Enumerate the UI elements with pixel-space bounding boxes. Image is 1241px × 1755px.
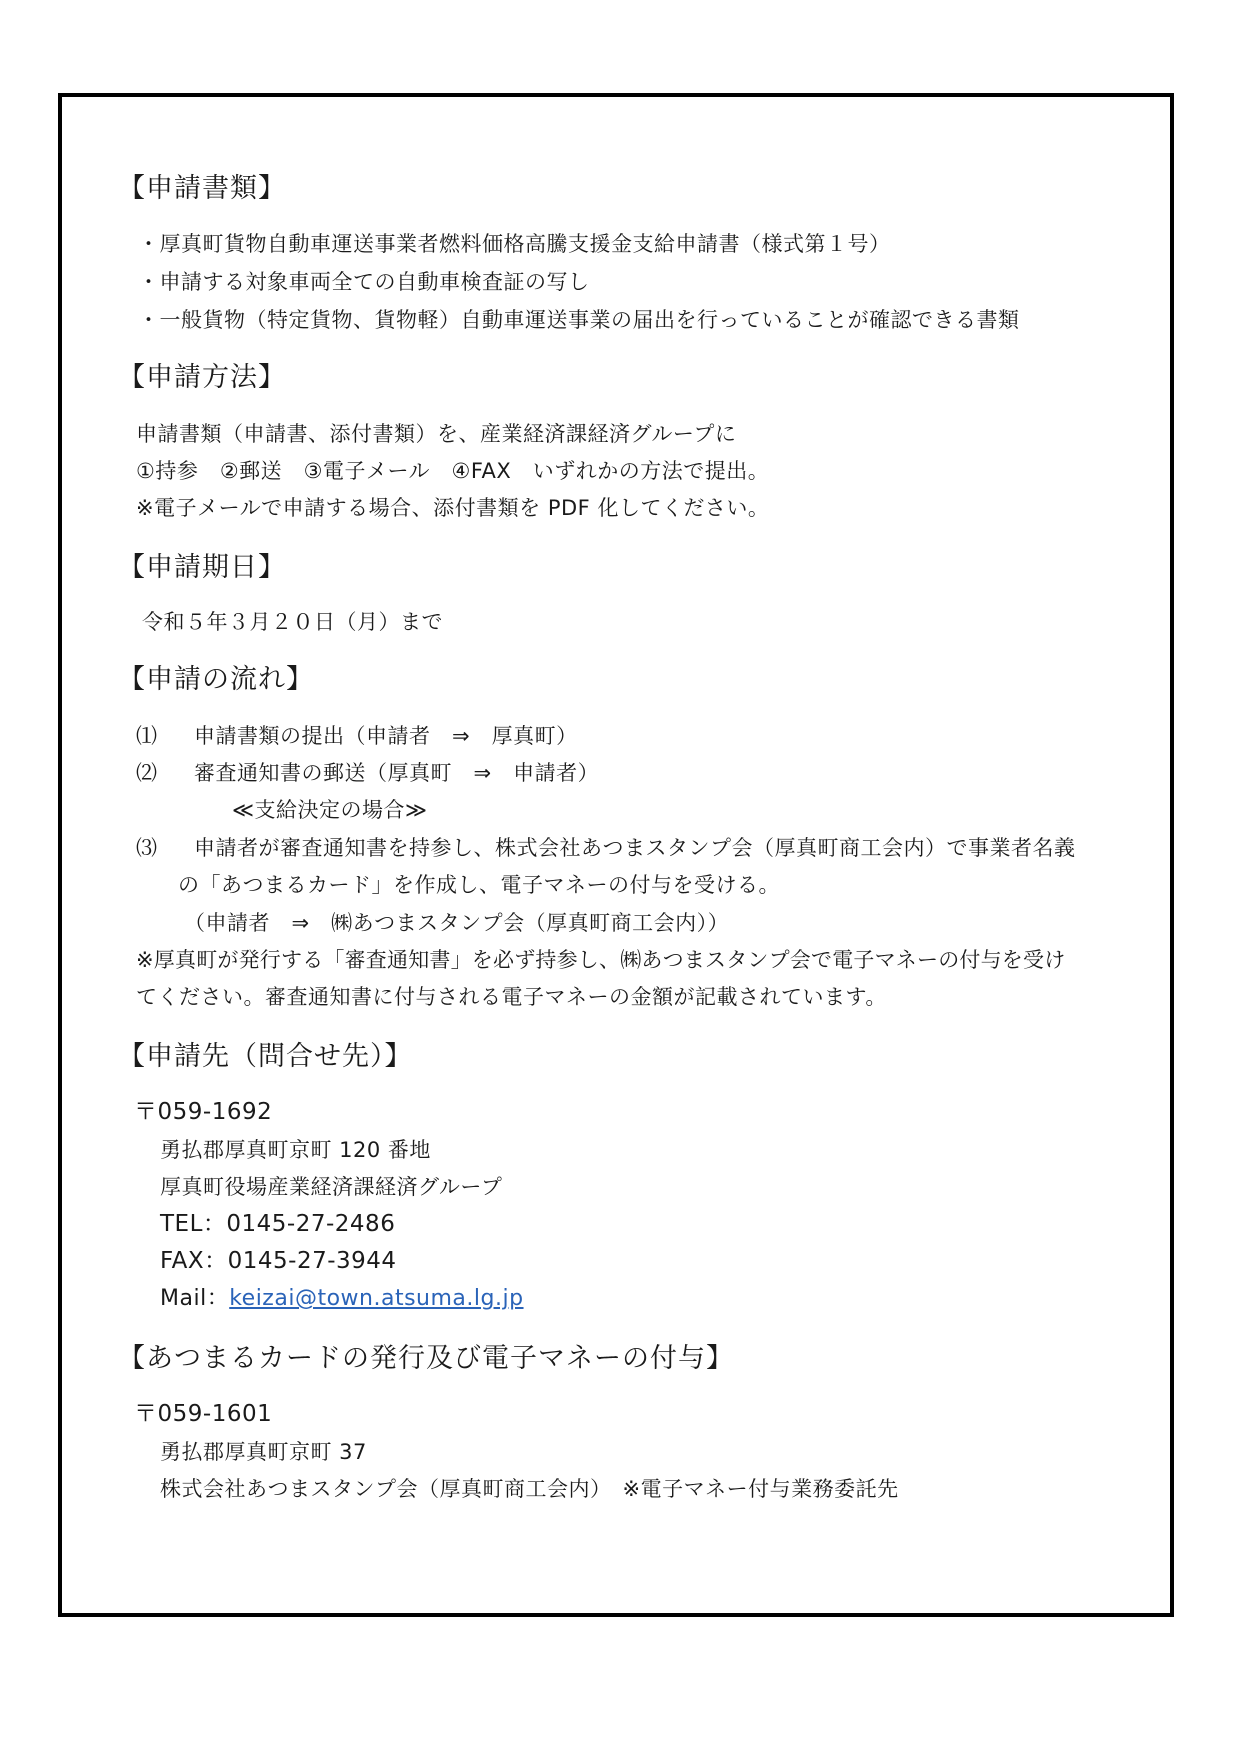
contact-mail-link[interactable]: keizai@town.atsuma.lg.jp: [229, 1286, 524, 1311]
flow-step3-continuation: の「あつまるカード」を作成し、電子マネーの付与を受ける。: [178, 873, 780, 897]
card-postal-code: 〒059-1601: [134, 1401, 273, 1427]
card-organization: 株式会社あつまスタンプ会（厚真町商工会内） ※電子マネー付与業務委託先: [160, 1477, 899, 1501]
flow-step2-number: ⑵: [136, 761, 158, 785]
method-line-3: ※電子メールで申請する場合、添付書類を PDF 化してください。: [136, 496, 770, 520]
flow-step2-note: ≪支給決定の場合≫: [232, 798, 428, 822]
method-heading: 【申請方法】: [118, 362, 286, 393]
contact-address: 勇払郡厚真町京町 120 番地: [160, 1138, 431, 1162]
flow-heading: 【申請の流れ】: [118, 664, 314, 695]
flow-step1-text: 申請書類の提出（申請者 ⇒ 厚真町）: [194, 724, 578, 748]
flow-note-line-2: てください。審査通知書に付与される電子マネーの金額が記載されています。: [136, 985, 887, 1009]
contact-fax: FAX：0145-27-3944: [160, 1248, 397, 1274]
method-line-1: 申請書類（申請書、添付書類）を、産業経済課経済グループに: [136, 422, 737, 446]
method-line-2: ①持参 ②郵送 ③電子メール ④FAX いずれかの方法で提出。: [136, 459, 770, 483]
contact-postal-code: 〒059-1692: [134, 1099, 273, 1125]
documents-item-1: ・厚真町貨物自動車運送事業者燃料価格高騰支援金支給申請書（様式第１号）: [138, 232, 891, 256]
flow-step3-number: ⑶: [136, 836, 158, 860]
flow-step3-text: 申請者が審査通知書を持参し、株式会社あつまスタンプ会（厚真町商工会内）で事業者名義: [194, 836, 1076, 860]
contact-office: 厚真町役場産業経済課経済グループ: [160, 1175, 503, 1199]
contact-tel: TEL：0145-27-2486: [160, 1211, 396, 1237]
flow-step2-text: 審査通知書の郵送（厚真町 ⇒ 申請者）: [194, 761, 600, 785]
deadline-heading: 【申請期日】: [118, 552, 286, 583]
flow-step1-number: ⑴: [136, 724, 158, 748]
flow-step3-route: （申請者 ⇒ ㈱あつまスタンプ会（厚真町商工会内））: [184, 911, 730, 935]
card-address: 勇払郡厚真町京町 37: [160, 1440, 367, 1464]
card-heading: 【あつまるカードの発行及び電子マネーの付与】: [118, 1343, 734, 1374]
contact-heading: 【申請先（問合せ先）】: [118, 1041, 413, 1072]
documents-heading: 【申請書類】: [118, 173, 286, 204]
documents-item-2: ・申請する対象車両全ての自動車検査証の写し: [138, 270, 590, 294]
documents-item-3: ・一般貨物（特定貨物、貨物軽）自動車運送事業の届出を行っていることが確認できる書類: [138, 308, 1020, 332]
contact-mail-row: [160, 1285, 524, 1313]
deadline-text: 令和５年３月２０日（月）まで: [142, 610, 443, 634]
contact-mail-label: Mail：: [160, 1286, 230, 1311]
flow-note-line-1: ※厚真町が発行する「審査通知書」を必ず持参し、㈱あつまスタンプ会で電子マネーの付与を受け: [136, 948, 1066, 972]
